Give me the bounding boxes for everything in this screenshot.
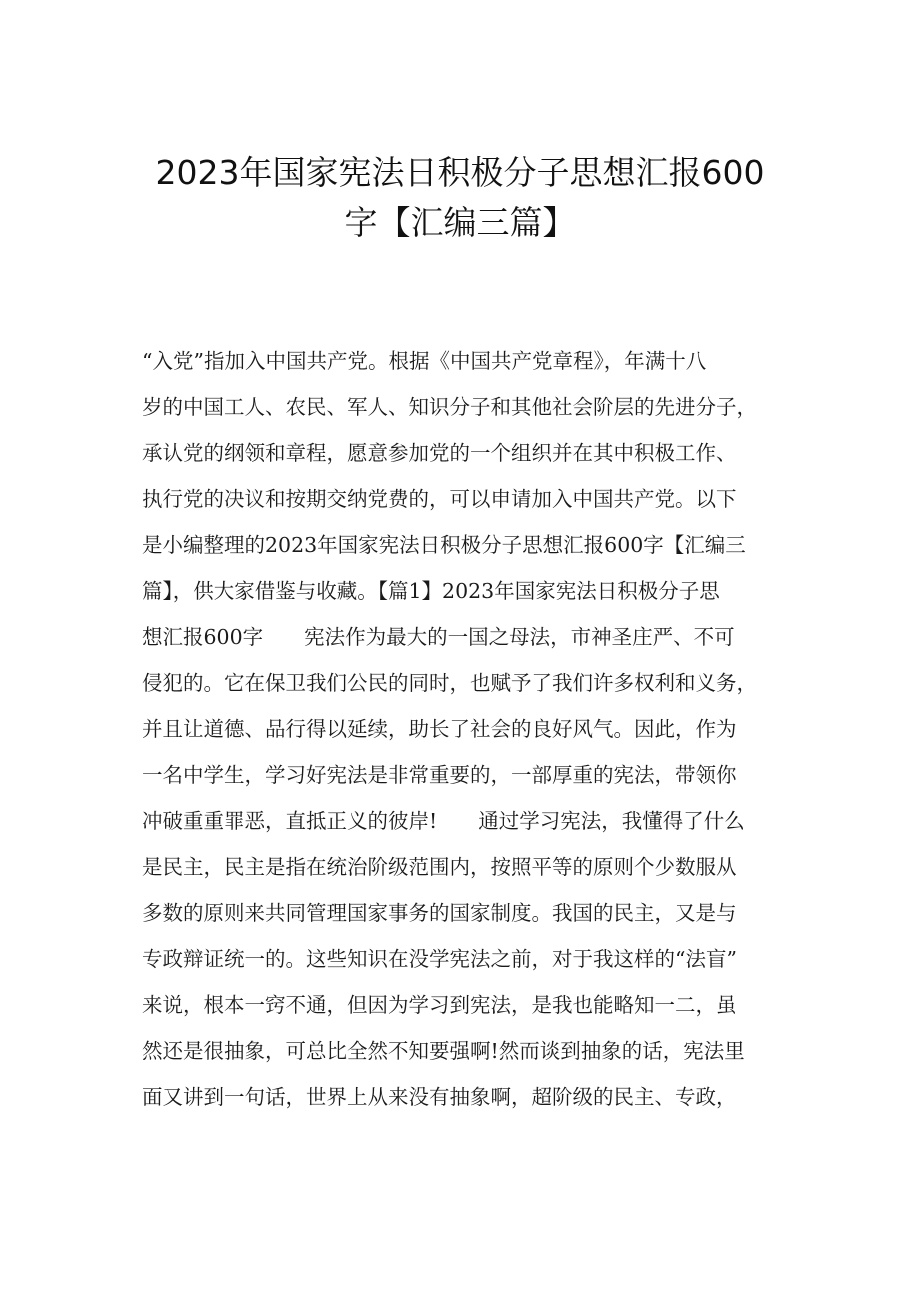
body-line: 并且让道德、品行得以延续，助长了社会的良好风气。因此，作为 — [142, 717, 737, 741]
body-line: “入党”指加入中国共产党。根据《中国共产党章程》，年满十八 — [142, 349, 707, 373]
body-line: 想汇报600字 宪法作为最大的一国之母法，市神圣庄严、不可 — [142, 625, 735, 649]
body-line: 侵犯的。它在保卫我们公民的同时，也赋予了我们许多权利和义务， — [142, 671, 757, 695]
body-line: 是小编整理的2023年国家宪法日积极分子思想汇报600字【汇编三 — [142, 533, 746, 557]
body-line: 承认党的纲领和章程，愿意参加党的一个组织并在其中积极工作、 — [142, 441, 737, 465]
title-line-2: 字【汇编三篇】 — [344, 203, 576, 242]
body-line: 篇】，供大家借鉴与收藏。【篇1】2023年国家宪法日积极分子思 — [142, 579, 720, 603]
body-line: 冲破重重罪恶，直抵正义的彼岸! 通过学习宪法，我懂得了什么 — [142, 809, 745, 833]
title-line-1: 2023年国家宪法日积极分子思想汇报600 — [155, 153, 765, 192]
body-line: 然还是很抽象，可总比全然不知要强啊!然而谈到抽象的话，宪法里 — [142, 1039, 745, 1063]
body-line: 执行党的决议和按期交纳党费的，可以申请加入中国共产党。以下 — [142, 487, 737, 511]
body-line: 来说，根本一窍不通，但因为学习到宪法，是我也能略知一二，虽 — [142, 993, 737, 1017]
body-line: 是民主，民主是指在统治阶级范围内，按照平等的原则个少数服从 — [142, 855, 737, 879]
body-text — [142, 338, 802, 1120]
body-line: 一名中学生，学习好宪法是非常重要的，一部厚重的宪法，带领你 — [142, 763, 737, 787]
body-line: 多数的原则来共同管理国家事务的国家制度。我国的民主，又是与 — [142, 901, 737, 925]
body-line: 专政辩证统一的。这些知识在没学宪法之前，对于我这样的“法盲” — [142, 947, 737, 971]
body-line: 面又讲到一句话，世界上从来没有抽象啊，超阶级的民主、专政， — [142, 1085, 737, 1109]
body-line: 岁的中国工人、农民、军人、知识分子和其他社会阶层的先进分子， — [142, 395, 757, 419]
document-title — [0, 148, 920, 248]
